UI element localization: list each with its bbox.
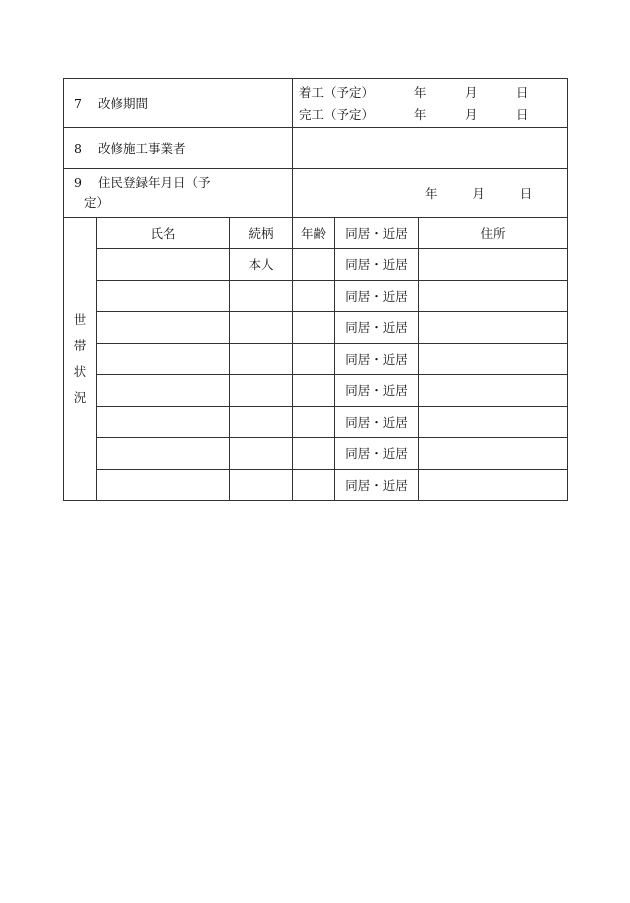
member-relation-cell[interactable] xyxy=(230,280,293,312)
member-age-cell[interactable] xyxy=(293,343,335,375)
member-age-cell[interactable] xyxy=(293,469,335,501)
start-year-unit: 年 xyxy=(413,85,427,100)
table-row xyxy=(64,312,568,344)
registration-year-unit: 年 xyxy=(425,186,438,201)
table-row xyxy=(64,469,568,501)
header-age: 年齢 xyxy=(293,218,335,249)
member-address-cell[interactable] xyxy=(419,406,568,438)
header-relation: 続柄 xyxy=(230,218,293,249)
member-cohabit-cell[interactable]: 同居・近居 xyxy=(335,343,419,375)
member-age-cell[interactable] xyxy=(293,280,335,312)
member-cohabit-cell[interactable]: 同居・近居 xyxy=(335,375,419,407)
member-cohabit-cell[interactable]: 同居・近居 xyxy=(335,312,419,344)
header-address: 住所 xyxy=(419,218,568,249)
table-row xyxy=(64,280,568,312)
member-relation-cell[interactable] xyxy=(230,438,293,470)
end-month-unit: 月 xyxy=(464,107,478,122)
member-age-cell[interactable] xyxy=(293,406,335,438)
period-number: 7 xyxy=(74,96,82,111)
member-age-cell[interactable] xyxy=(293,438,335,470)
registration-month-unit: 月 xyxy=(472,186,485,201)
member-cohabit-cell[interactable]: 同居・近居 xyxy=(335,249,419,281)
member-relation-cell[interactable] xyxy=(230,469,293,501)
member-name-cell[interactable] xyxy=(97,406,230,438)
member-relation-cell[interactable] xyxy=(230,375,293,407)
contractor-value-cell[interactable] xyxy=(293,128,568,169)
registration-date-line xyxy=(293,184,567,202)
end-year-unit: 年 xyxy=(413,107,427,122)
registration-label-line1: 住民登録年月日（予 xyxy=(98,175,211,190)
registration-label-line2: 定） xyxy=(84,195,110,210)
member-cohabit-cell[interactable]: 同居・近居 xyxy=(335,438,419,470)
member-name-cell[interactable] xyxy=(97,438,230,470)
member-cohabit-cell[interactable]: 同居・近居 xyxy=(335,280,419,312)
member-name-cell[interactable] xyxy=(97,469,230,501)
member-name-cell[interactable] xyxy=(97,343,230,375)
member-address-cell[interactable] xyxy=(419,343,568,375)
member-relation-cell[interactable]: 本人 xyxy=(230,249,293,281)
household-label-char-2: 帯 xyxy=(73,338,87,353)
household-label-char-4: 況 xyxy=(73,390,87,405)
table-row xyxy=(64,438,568,470)
member-age-cell[interactable] xyxy=(293,249,335,281)
period-label: 改修期間 xyxy=(98,96,149,111)
household-header-row xyxy=(64,218,568,249)
registration-row xyxy=(64,169,568,218)
period-label-cell xyxy=(64,79,293,128)
member-name-cell[interactable] xyxy=(97,312,230,344)
end-date-label: 完工（予定） xyxy=(299,107,375,122)
member-relation-cell[interactable] xyxy=(230,406,293,438)
table-row xyxy=(64,375,568,407)
household-label-char-3: 状 xyxy=(73,364,87,379)
member-cohabit-cell[interactable]: 同居・近居 xyxy=(335,469,419,501)
start-date-label: 着工（予定） xyxy=(299,85,375,100)
member-cohabit-cell[interactable]: 同居・近居 xyxy=(335,406,419,438)
member-name-cell[interactable] xyxy=(97,249,230,281)
application-form-sheet xyxy=(63,78,567,501)
member-name-cell[interactable] xyxy=(97,375,230,407)
contractor-label: 改修施工事業者 xyxy=(98,141,186,156)
member-age-cell[interactable] xyxy=(293,312,335,344)
registration-label-cell xyxy=(64,169,293,218)
period-row xyxy=(64,79,568,128)
contractor-number: 8 xyxy=(74,141,82,156)
period-value-cell[interactable] xyxy=(293,79,568,128)
member-address-cell[interactable] xyxy=(419,375,568,407)
household-label-char-1: 世 xyxy=(73,312,87,327)
contractor-row xyxy=(64,128,568,169)
end-day-unit: 日 xyxy=(515,107,529,122)
table-row xyxy=(64,249,568,281)
member-address-cell[interactable] xyxy=(419,280,568,312)
table-row xyxy=(64,343,568,375)
member-relation-cell[interactable] xyxy=(230,312,293,344)
member-address-cell[interactable] xyxy=(419,469,568,501)
start-month-unit: 月 xyxy=(464,85,478,100)
registration-day-unit: 日 xyxy=(519,186,533,201)
member-address-cell[interactable] xyxy=(419,249,568,281)
header-cohabit: 同居・近居 xyxy=(335,218,419,249)
member-age-cell[interactable] xyxy=(293,375,335,407)
household-section-label xyxy=(64,218,97,501)
registration-number: 9 xyxy=(74,175,82,190)
contractor-label-cell xyxy=(64,128,293,169)
member-name-cell[interactable] xyxy=(97,280,230,312)
start-date-line xyxy=(293,81,567,103)
header-name: 氏名 xyxy=(97,218,230,249)
registration-value-cell[interactable] xyxy=(293,169,568,218)
member-address-cell[interactable] xyxy=(419,312,568,344)
start-day-unit: 日 xyxy=(515,85,529,100)
table-row xyxy=(64,406,568,438)
member-relation-cell[interactable] xyxy=(230,343,293,375)
form-table xyxy=(63,78,568,501)
member-address-cell[interactable] xyxy=(419,438,568,470)
end-date-line xyxy=(293,103,567,125)
